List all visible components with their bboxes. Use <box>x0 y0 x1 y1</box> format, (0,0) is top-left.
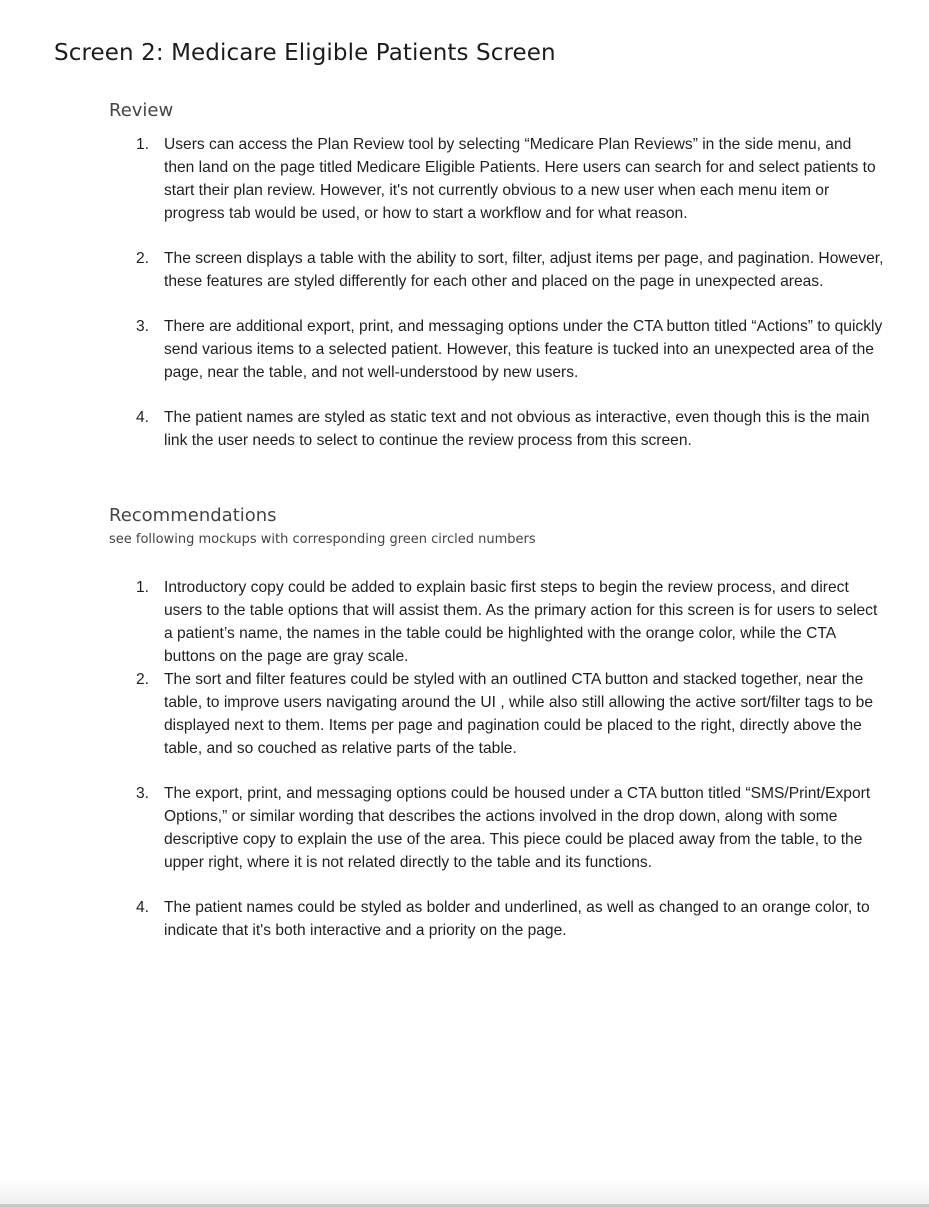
recommendation-item-text: The export, print, and messaging options could be housed under a CTA button titled “SMS/Print/Export Options,” or similar wording that describes the actions involved in the drop down, along with some descriptive copy to explain the use of the area. This piece could be placed away from the table, to the upper right, where it is not related directly to the table and its functions. <box>164 785 871 871</box>
review-item-text: The screen displays a table with the ability to sort, filter, adjust items per page, and pagination. However, these features are styled differently for each other and placed on the page in unexpected areas. <box>164 250 884 290</box>
list-number: 3. <box>136 785 150 802</box>
list-number: 4. <box>136 409 150 426</box>
list-number: 3. <box>136 318 150 335</box>
review-item-text: There are additional export, print, and messaging options under the CTA button titled “Actions” to quickly send various items to a selected patient. However, this feature is tucked into an unexpected area of the page, near the table, and not well-understood by new users. <box>164 318 883 381</box>
recommendations-list <box>136 576 884 942</box>
recommendation-item-text: The patient names could be styled as bolder and underlined, as well as changed to an orange color, to indicate that it's both interactive and a priority on the page. <box>164 899 870 939</box>
review-item-3 <box>136 315 884 384</box>
review-item-1 <box>136 133 884 225</box>
review-item-text: The patient names are styled as static text and not obvious as interactive, even though this is the main link the user needs to select to continue the review process from this screen. <box>164 409 870 449</box>
recommendation-item-text: Introductory copy could be added to explain basic first steps to begin the review process, and direct users to the table options that will assist them. As the primary action for this screen is for users to select a patient’s name, the names in the table could be highlighted with the orange color, while the CTA buttons on the page are gray scale. <box>164 579 878 665</box>
list-number: 1. <box>136 136 150 153</box>
recommendation-item-3 <box>136 782 884 874</box>
page-bottom-shadow <box>0 1178 929 1207</box>
recommendation-item-2 <box>136 668 884 760</box>
review-item-4 <box>136 406 884 452</box>
review-list <box>136 133 884 474</box>
recommendation-item-4 <box>136 896 884 942</box>
recommendations-heading: Recommendations <box>109 505 277 526</box>
recommendation-item-1 <box>136 576 884 668</box>
list-number: 1. <box>136 579 150 596</box>
review-item-text: Users can access the Plan Review tool by selecting “Medicare Plan Reviews” in the side menu, and then land on the page titled Medicare Eligible Patients. Here users can search for and select patients to start their plan review. However, it's not currently obvious to a new user when each menu item or progress tab would be used, or how to start a workflow and for what reason. <box>164 136 876 222</box>
list-number: 2. <box>136 250 150 267</box>
page-title: Screen 2: Medicare Eligible Patients Screen <box>54 40 556 66</box>
list-number: 2. <box>136 671 150 688</box>
review-heading: Review <box>109 100 174 121</box>
recommendations-note: see following mockups with corresponding green circled numbers <box>109 532 536 547</box>
list-number: 4. <box>136 899 150 916</box>
review-item-2 <box>136 247 884 293</box>
recommendation-item-text: The sort and filter features could be styled with an outlined CTA button and stacked together, near the table, to improve users navigating around the UI , while also still allowing the active sort/filter tags to be displayed next to them. Items per page and pagination could be placed to the right, directly above the table, and so couched as relative parts of the table. <box>164 671 874 757</box>
